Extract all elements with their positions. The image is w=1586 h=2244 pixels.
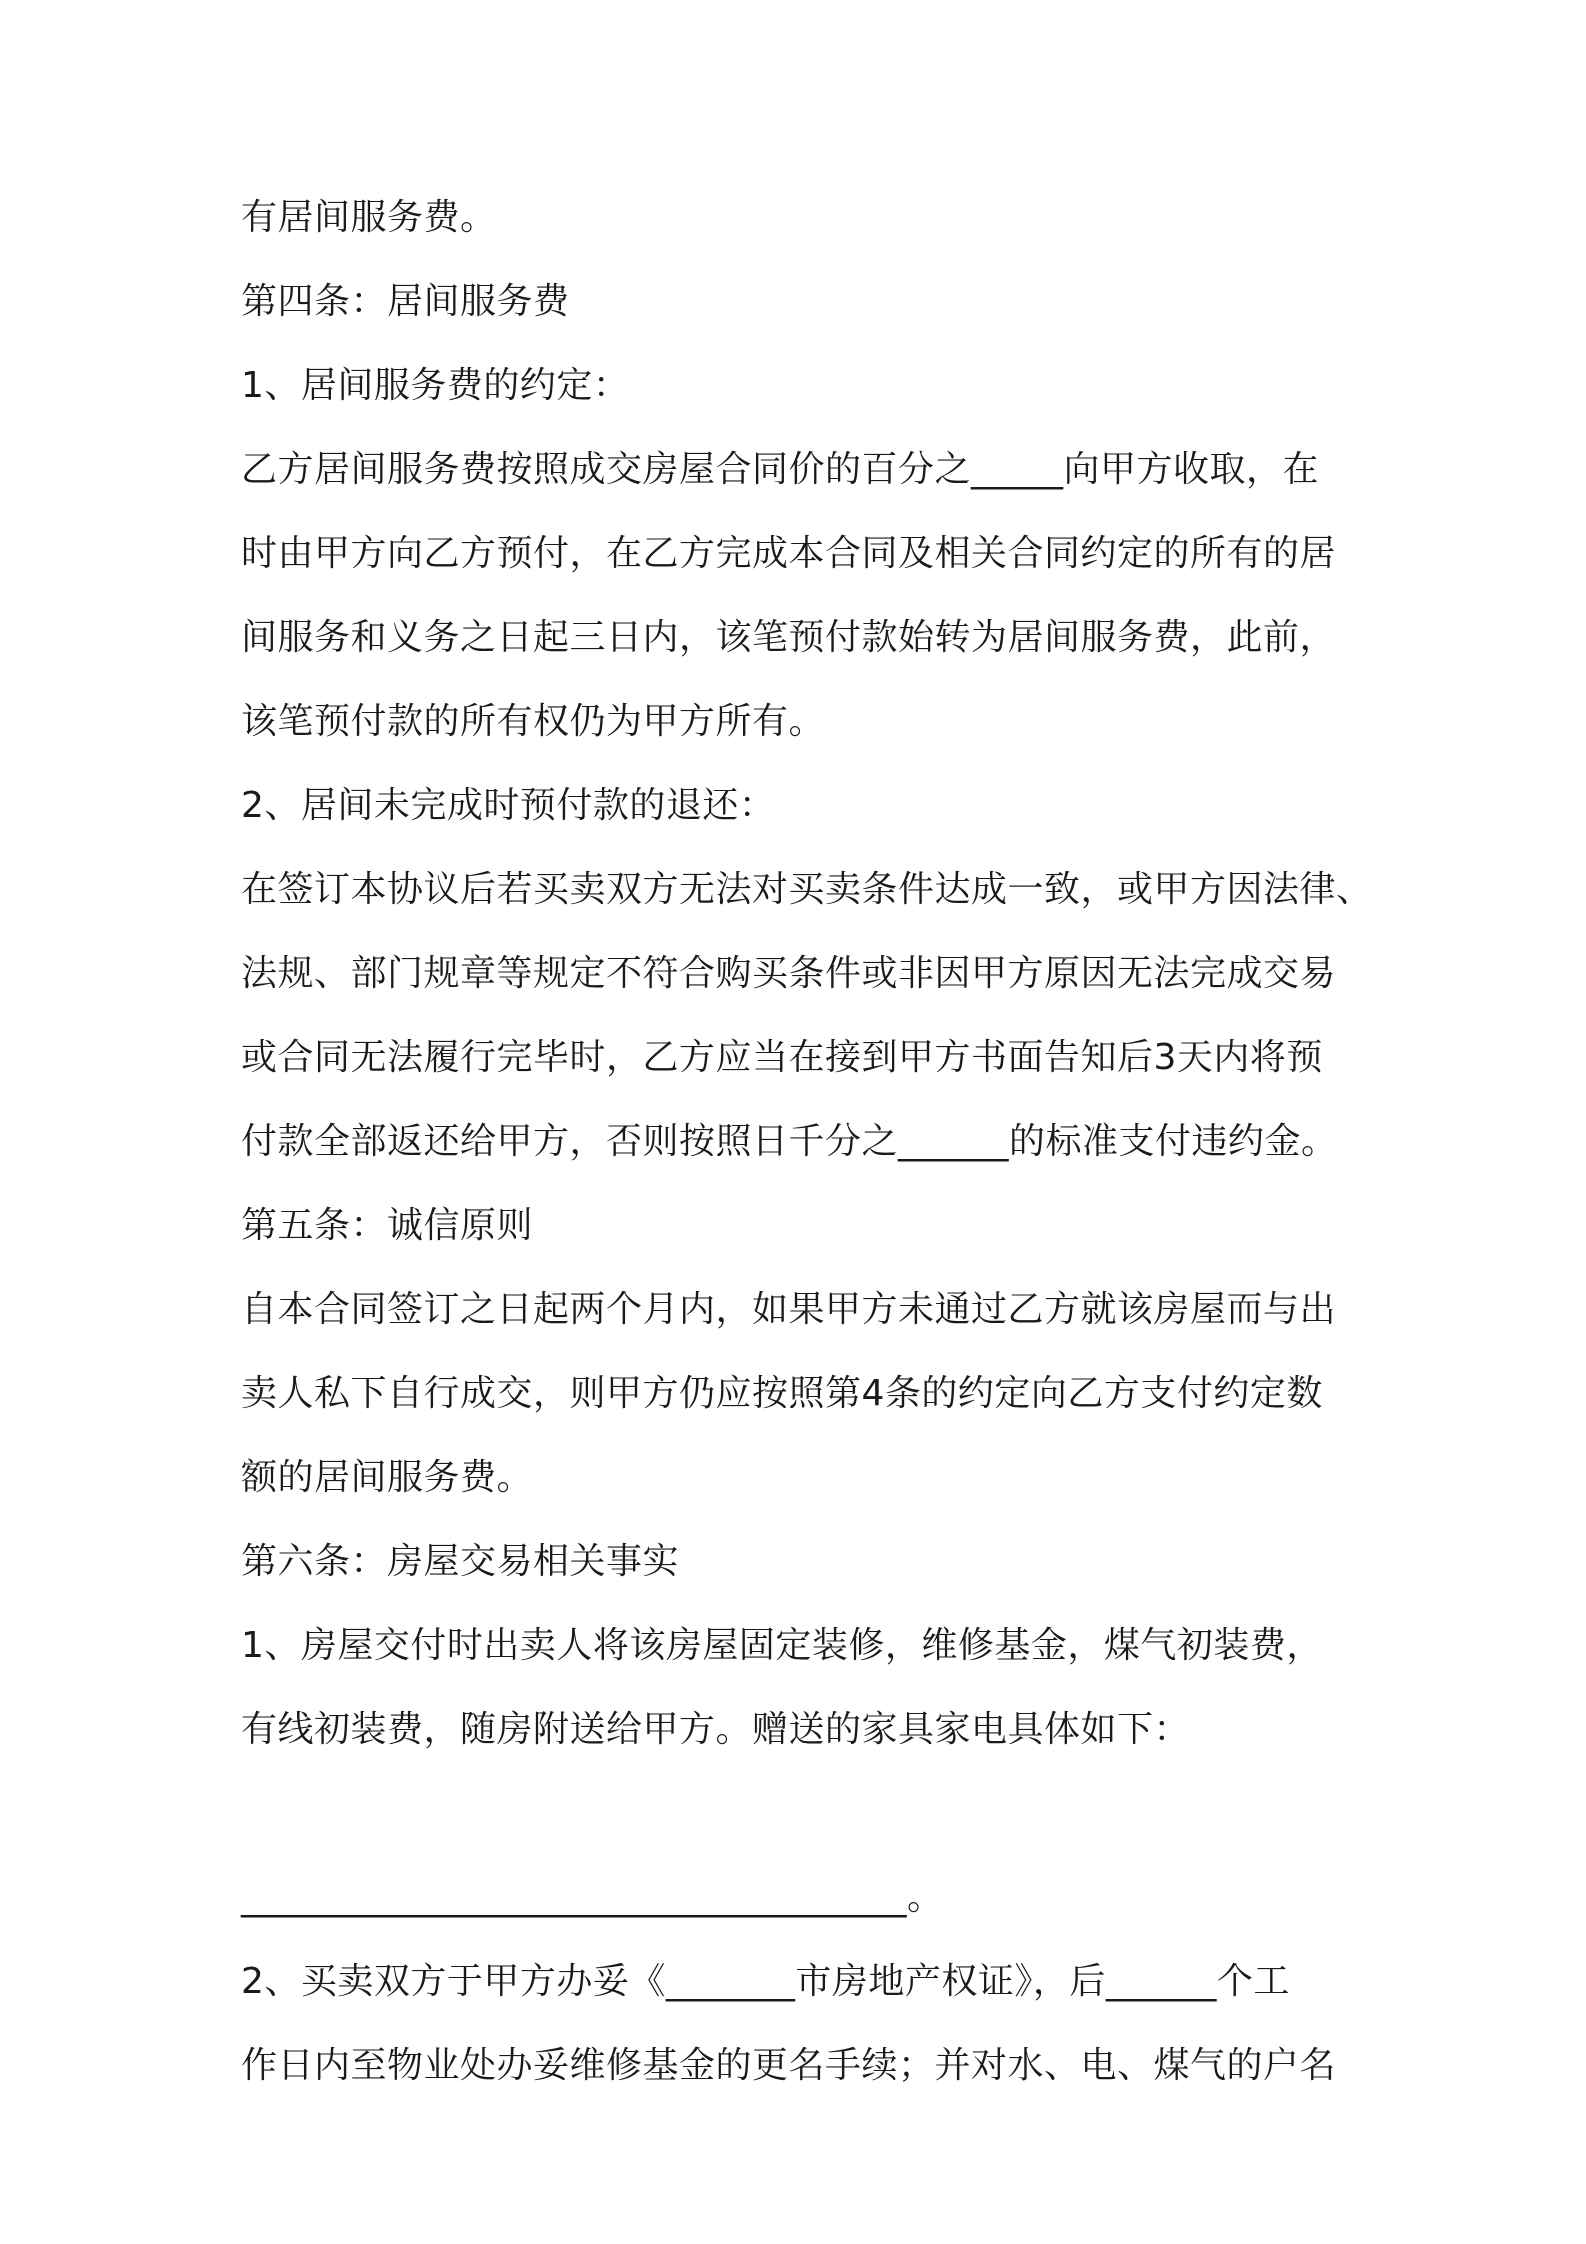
- clause-heading: 2、居间未完成时预付款的退还：: [241, 785, 776, 826]
- text-line: 卖人私下自行成交，则甲方仍应按照第4条的约定向乙方支付约定数: [241, 1373, 1323, 1414]
- text-line: 付款全部返还给甲方，否则按照日千分之______的标准支付违约金。: [241, 1121, 1338, 1162]
- clause-heading: 1、居间服务费的约定：: [241, 365, 630, 406]
- text-line: 1、房屋交付时出卖人将该房屋固定装修，维修基金，煤气初装费，: [241, 1625, 1323, 1666]
- text-line: 自本合同签订之日起两个月内，如果甲方未通过乙方就该房屋而与出: [241, 1289, 1337, 1330]
- text-line: 有线初装费，随房附送给甲方。赠送的家具家电具体如下：: [241, 1709, 1191, 1750]
- text-line: 2、买卖双方于甲方办妥《_______市房地产权证》，后______个工: [241, 1961, 1290, 2002]
- text-line: 时由甲方向乙方预付，在乙方完成本合同及相关合同约定的所有的居: [241, 533, 1337, 574]
- article-5-heading: 第五条：诚信原则: [241, 1205, 534, 1246]
- text-line: 法规、部门规章等规定不符合购买条件或非因甲方原因无法完成交易: [241, 953, 1337, 994]
- blank-line: [241, 1790, 1361, 1874]
- text-line: 作日内至物业处办妥维修基金的更名手续；并对水、电、煤气的户名: [241, 2045, 1337, 2086]
- text-line: 在签订本协议后若买卖双方无法对买卖条件达成一致，或甲方因法律、: [241, 869, 1373, 910]
- text-line: 乙方居间服务费按照成交房屋合同价的百分之_____向甲方收取，在: [241, 449, 1320, 490]
- text-line: 有居间服务费。: [241, 197, 497, 238]
- fill-in-blank-line: ____________________________________。: [241, 1877, 944, 1918]
- article-4-heading: 第四条：居间服务费: [241, 281, 570, 322]
- text-line: 或合同无法履行完毕时，乙方应当在接到甲方书面告知后3天内将预: [241, 1037, 1323, 1078]
- article-6-heading: 第六条：房屋交易相关事实: [241, 1541, 680, 1582]
- text-line: 额的居间服务费。: [241, 1457, 534, 1498]
- text-line: 该笔预付款的所有权仍为甲方所有。: [241, 701, 826, 742]
- text-line: 间服务和义务之日起三日内，该笔预付款始转为居间服务费，此前，: [241, 617, 1337, 658]
- document-body: [241, 194, 1373, 2126]
